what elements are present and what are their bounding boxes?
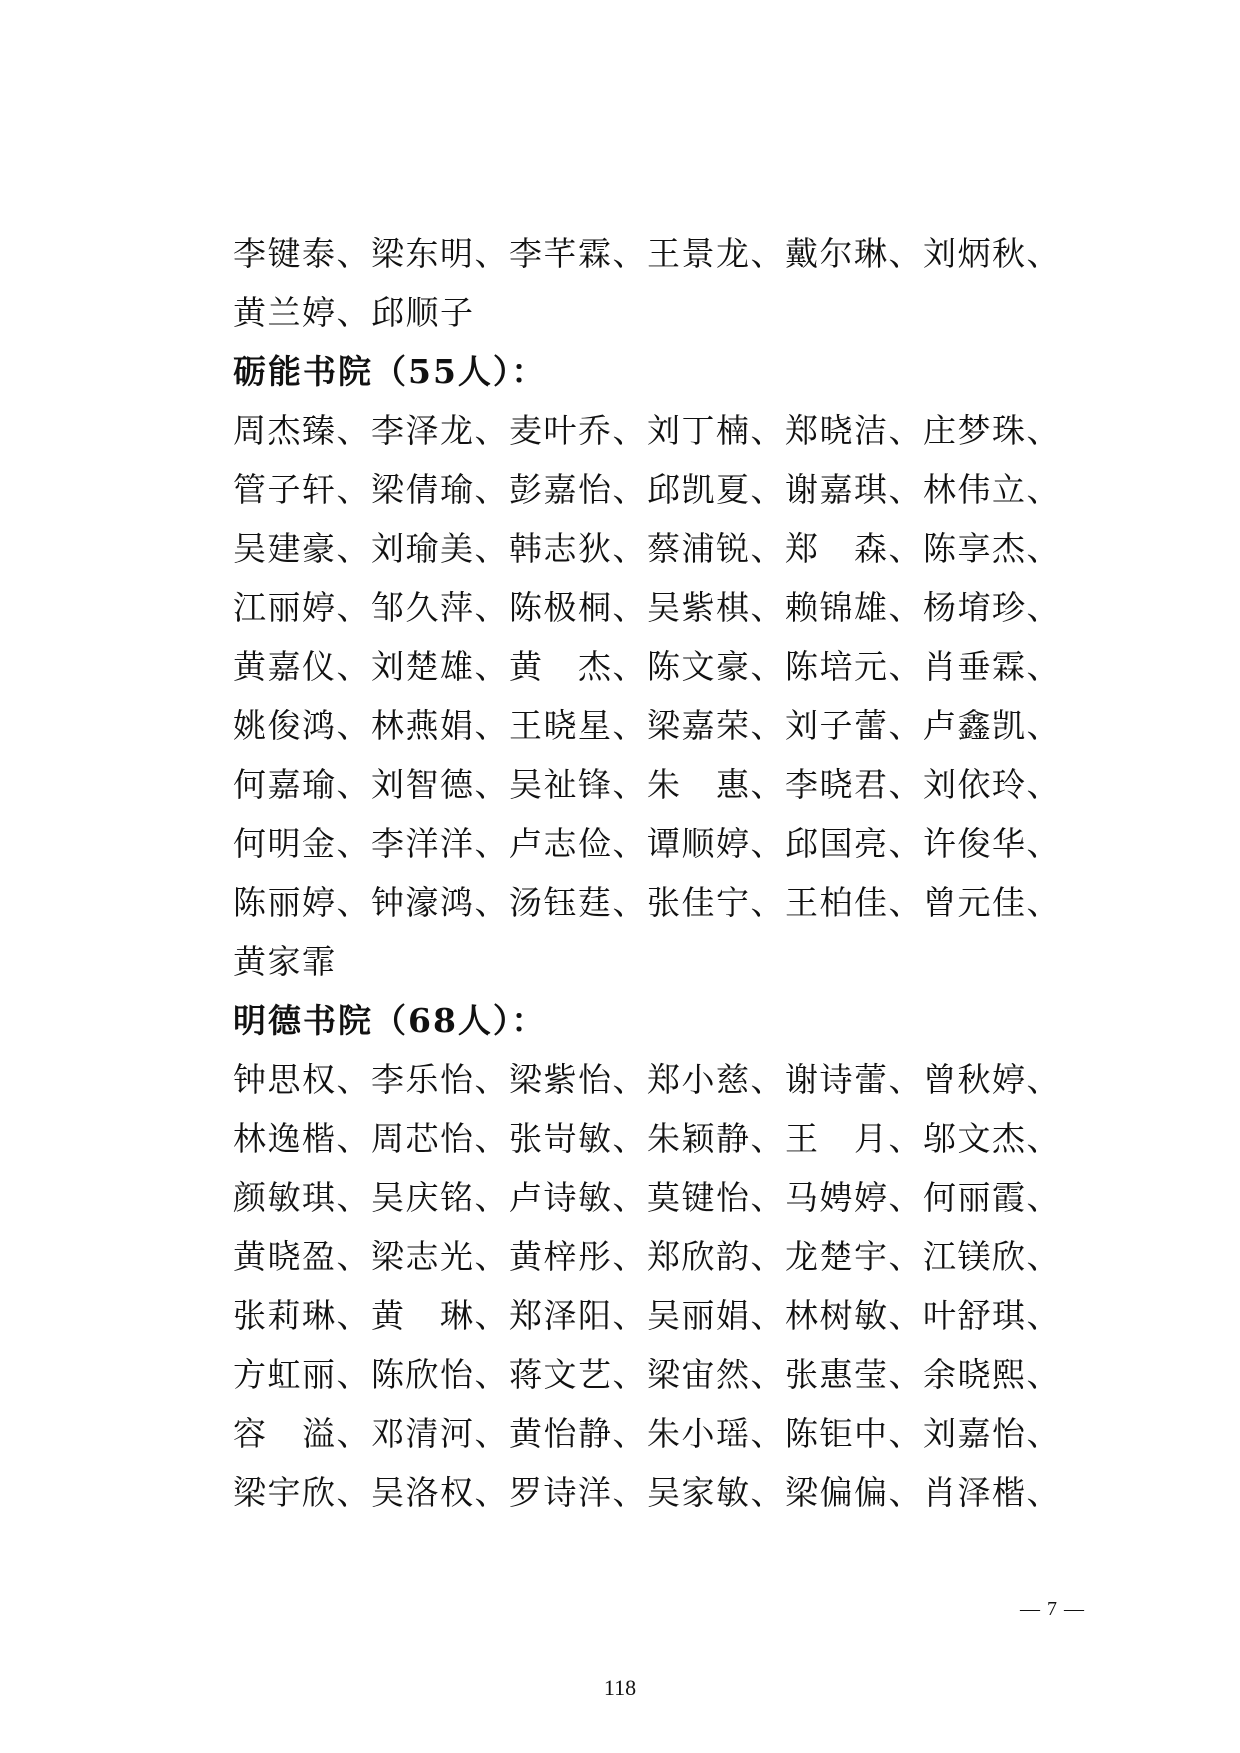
text-line: 何嘉瑜、刘智德、吴祉锋、朱 惠、李晓君、刘依玲、 xyxy=(233,765,1061,804)
text-line: 江丽婷、邹久萍、陈极桐、吴紫棋、赖锦雄、杨堉珍、 xyxy=(233,588,1061,627)
text-line: 周杰臻、李泽龙、麦叶乔、刘丁楠、郑晓洁、庄梦珠、 xyxy=(233,411,1061,450)
text-line: 黄嘉仪、刘楚雄、黄 杰、陈文豪、陈培元、肖垂霖、 xyxy=(233,647,1061,686)
text-line: 方虹丽、陈欣怡、蒋文艺、梁宙然、张惠莹、余晓熙、 xyxy=(233,1355,1061,1394)
section-heading: 砺能书院（55人）： xyxy=(233,352,547,391)
text-line: 容 溢、邓清河、黄怡静、朱小瑶、陈钜中、刘嘉怡、 xyxy=(233,1414,1061,1453)
section-heading: 明德书院（68人）： xyxy=(233,1001,547,1040)
text-line: 黄晓盈、梁志光、黄梓彤、郑欣韵、龙楚宇、江镁欣、 xyxy=(233,1237,1061,1276)
page-number: 118 xyxy=(603,1675,637,1700)
section-page-folio: — 7 — xyxy=(1020,1598,1085,1620)
text-line: 梁宇欣、吴洛权、罗诗洋、吴家敏、梁偏偏、肖泽楷、 xyxy=(233,1473,1061,1512)
document-body xyxy=(233,224,1061,1522)
text-line: 陈丽婷、钟濠鸿、汤钰莛、张佳宁、王柏佳、曾元佳、 xyxy=(233,883,1061,922)
text-line: 何明金、李洋洋、卢志俭、谭顺婷、邱国亮、许俊华、 xyxy=(233,824,1061,863)
text-line: 钟思权、李乐怡、梁紫怡、郑小慈、谢诗蕾、曾秋婷、 xyxy=(233,1060,1061,1099)
text-line: 张莉琳、黄 琳、郑泽阳、吴丽娟、林树敏、叶舒琪、 xyxy=(233,1296,1061,1335)
text-line: 李键泰、梁东明、李芊霖、王景龙、戴尔琳、刘炳秋、 xyxy=(233,234,1061,273)
text-line: 吴建豪、刘瑜美、韩志狄、蔡浦锐、郑 森、陈享杰、 xyxy=(233,529,1061,568)
text-line: 颜敏琪、吴庆铭、卢诗敏、莫键怡、马娉婷、何丽霞、 xyxy=(233,1178,1061,1217)
text-line: 黄兰婷、邱顺子 xyxy=(233,293,475,332)
text-line: 林逸楷、周芯怡、张岢敏、朱颖静、王 月、邬文杰、 xyxy=(233,1119,1061,1158)
text-line: 姚俊鸿、林燕娟、王晓星、梁嘉荣、刘子蕾、卢鑫凯、 xyxy=(233,706,1061,745)
text-line: 黄家霏 xyxy=(233,942,337,981)
text-line: 管子轩、梁倩瑜、彭嘉怡、邱凯夏、谢嘉琪、林伟立、 xyxy=(233,470,1061,509)
